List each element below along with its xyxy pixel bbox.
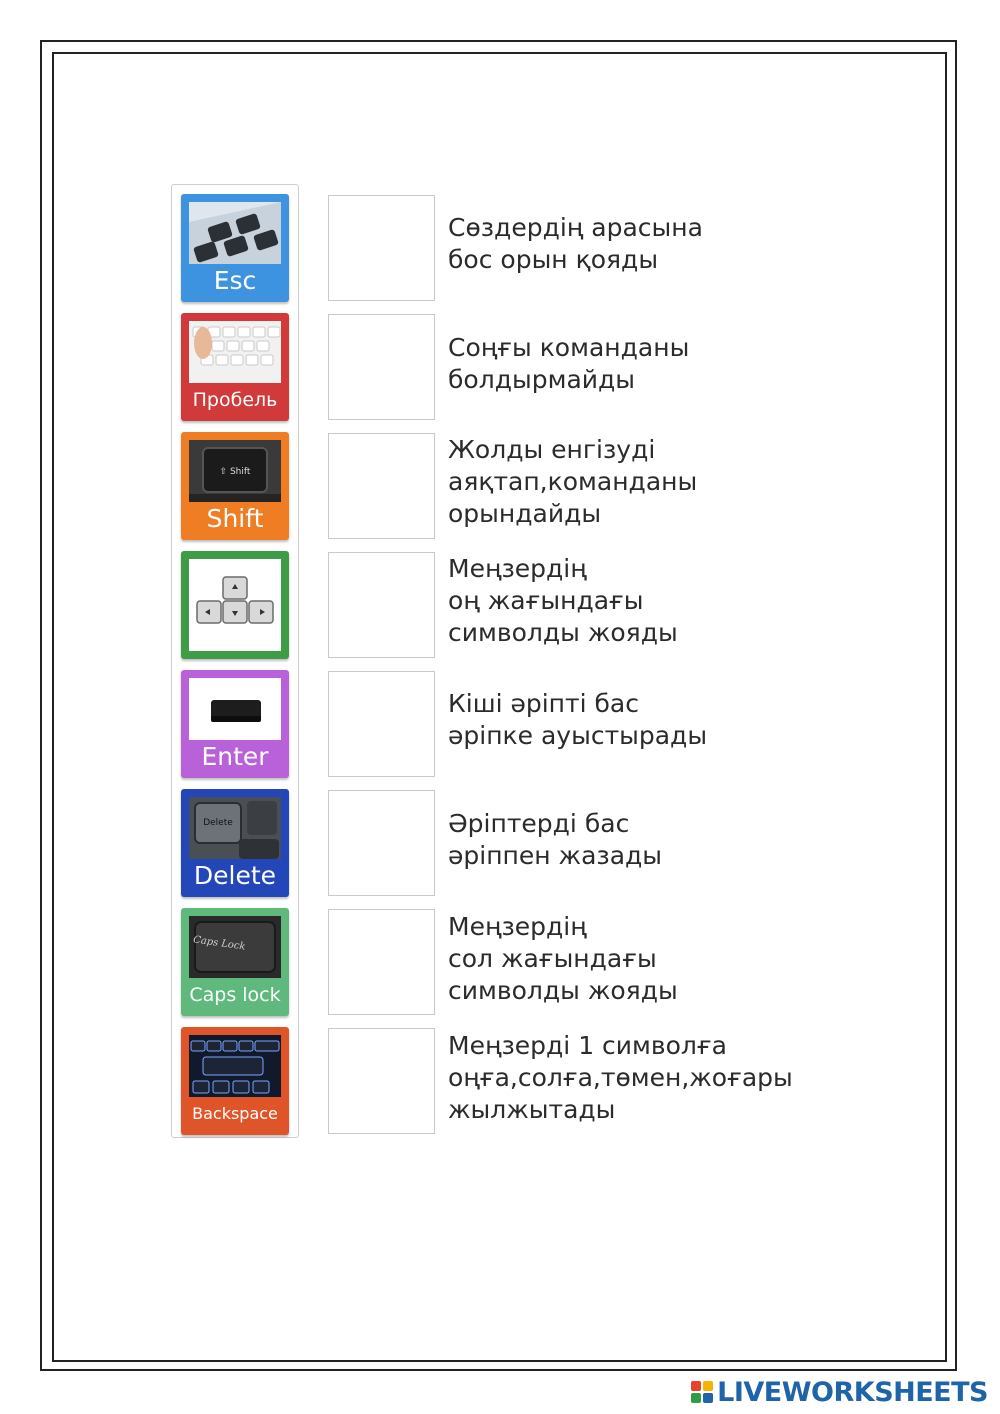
- card-caps-lock[interactable]: [181, 908, 289, 1016]
- description-8: Меңзерді 1 символға оңға,солға,төмен,жоғары жылжытады: [448, 1031, 793, 1124]
- arrow-keys-photo-icon: [189, 559, 281, 651]
- description-1: Сөздердің арасына бос орын қояды: [448, 213, 703, 274]
- drop-slot-5[interactable]: [328, 671, 435, 777]
- caps-lock-key-photo-icon: [189, 916, 281, 978]
- card-space[interactable]: [181, 313, 289, 421]
- description-7: Меңзердің сол жағындағы символды жояды: [448, 912, 678, 1005]
- liveworksheets-brand[interactable]: [691, 1376, 988, 1408]
- delete-key-photo-icon: [189, 797, 281, 859]
- card-label: Backspace: [192, 1104, 278, 1123]
- card-label: Пробель: [192, 389, 278, 411]
- drop-slot-4[interactable]: [328, 552, 435, 658]
- laptop-keys-photo-icon: [189, 202, 281, 264]
- card-backspace[interactable]: [181, 1027, 289, 1135]
- drop-slot-3[interactable]: [328, 433, 435, 539]
- card-delete[interactable]: [181, 789, 289, 897]
- drop-slot-8[interactable]: [328, 1028, 435, 1134]
- drop-slot-7[interactable]: [328, 909, 435, 1015]
- card-enter[interactable]: [181, 670, 289, 778]
- card-esc[interactable]: [181, 194, 289, 302]
- description-3: Жолды енгізуді аяқтап,команданы орындайды: [448, 435, 698, 528]
- card-label: Esc: [213, 266, 257, 295]
- card-arrow-keys[interactable]: [181, 551, 289, 659]
- drop-slot-1[interactable]: [328, 195, 435, 301]
- liveworksheets-logo-icon: [691, 1381, 713, 1403]
- card-label: Caps lock: [189, 984, 281, 1006]
- card-label: Shift: [206, 504, 264, 533]
- brand-name: LIVEWORKSHEETS: [717, 1376, 988, 1408]
- svg-text:Caps Lock: Caps Lock: [192, 934, 247, 953]
- keyboard-finger-photo-icon: [189, 321, 281, 383]
- shift-key-photo-icon: [189, 440, 281, 502]
- backlit-keyboard-photo-icon: [189, 1035, 281, 1097]
- svg-text:Delete: Delete: [203, 818, 233, 828]
- card-label: Enter: [201, 742, 269, 771]
- drop-slot-2[interactable]: [328, 314, 435, 420]
- svg-text:⇧ Shift: ⇧ Shift: [219, 467, 251, 477]
- card-label: Delete: [193, 861, 277, 890]
- description-2: Соңғы команданы болдырмайды: [448, 333, 690, 394]
- description-5: Кіші әріпті бас әріпке ауыстырады: [448, 689, 708, 750]
- drop-slot-6[interactable]: [328, 790, 435, 896]
- card-shift[interactable]: [181, 432, 289, 540]
- enter-key-photo-icon: [189, 678, 281, 740]
- description-4: Меңзердің оң жағындағы символды жояды: [448, 554, 678, 647]
- description-6: Әріптерді бас әріппен жазады: [448, 809, 663, 870]
